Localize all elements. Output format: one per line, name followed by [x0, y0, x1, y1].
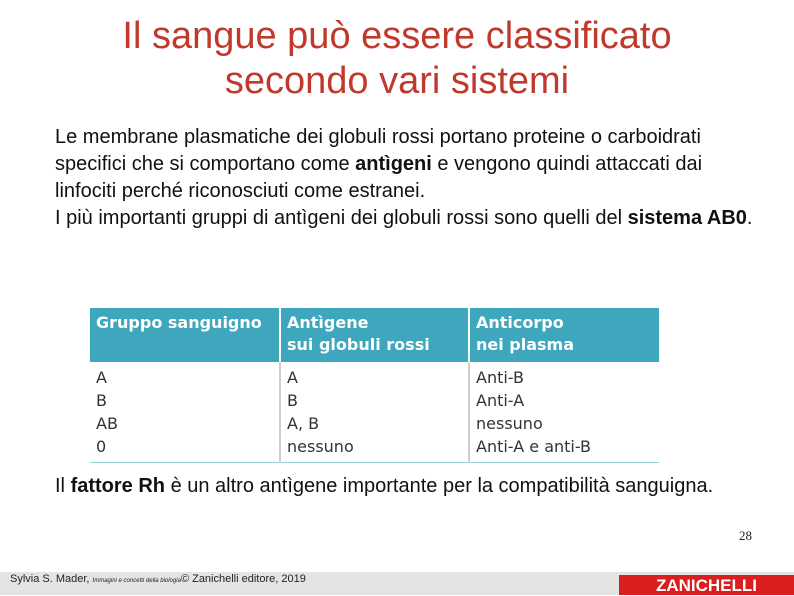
cell-anticorpo: Anti-B Anti-A nessuno Anti-A e anti-B	[469, 362, 659, 463]
zanichelli-logo: ZANICHELLI	[619, 575, 794, 595]
book-title: Immagini e concetti della biologia	[92, 578, 181, 584]
header-antigene: Antìgene sui globuli rossi	[280, 308, 469, 362]
paragraph-antigens: Le membrane plasmatiche dei globuli rossi portano proteine o carboidrati specifici che si comportano come antìgeni e vengono quindi attaccati dai linfociti perché riconosciuti come estranei.	[55, 126, 703, 202]
table-row	[90, 362, 659, 463]
header-gruppo: Gruppo sanguigno	[90, 308, 280, 362]
slide-title	[0, 14, 794, 104]
term-sistema-ab0: sistema AB0	[627, 207, 747, 229]
cell-gruppo: A B AB 0	[90, 362, 280, 463]
footer-credit: Sylvia S. Mader, Immagini e concetti della biologia© Zanichelli editore, 2019	[10, 573, 306, 585]
paragraph-rh: Il fattore Rh è un altro antìgene importante per la compatibilità sanguigna.	[55, 475, 714, 497]
header-anticorpo: Anticorpo nei plasma	[469, 308, 659, 362]
paragraph-ab0: I più importanti gruppi di antìgeni dei globuli rossi sono quelli del sistema AB0.	[55, 207, 753, 229]
body-text	[55, 124, 755, 232]
term-fattore-rh: fattore Rh	[70, 475, 166, 497]
page-number: 28	[739, 528, 752, 543]
term-antigeni: antìgeni	[355, 153, 432, 175]
slide-title-line2: secondo vari sistemi	[224, 60, 570, 102]
cell-antigene: A B A, B nessuno	[280, 362, 469, 463]
blood-group-table	[90, 308, 659, 454]
slide-title-line1: Il sangue può essere classificato	[122, 15, 672, 57]
